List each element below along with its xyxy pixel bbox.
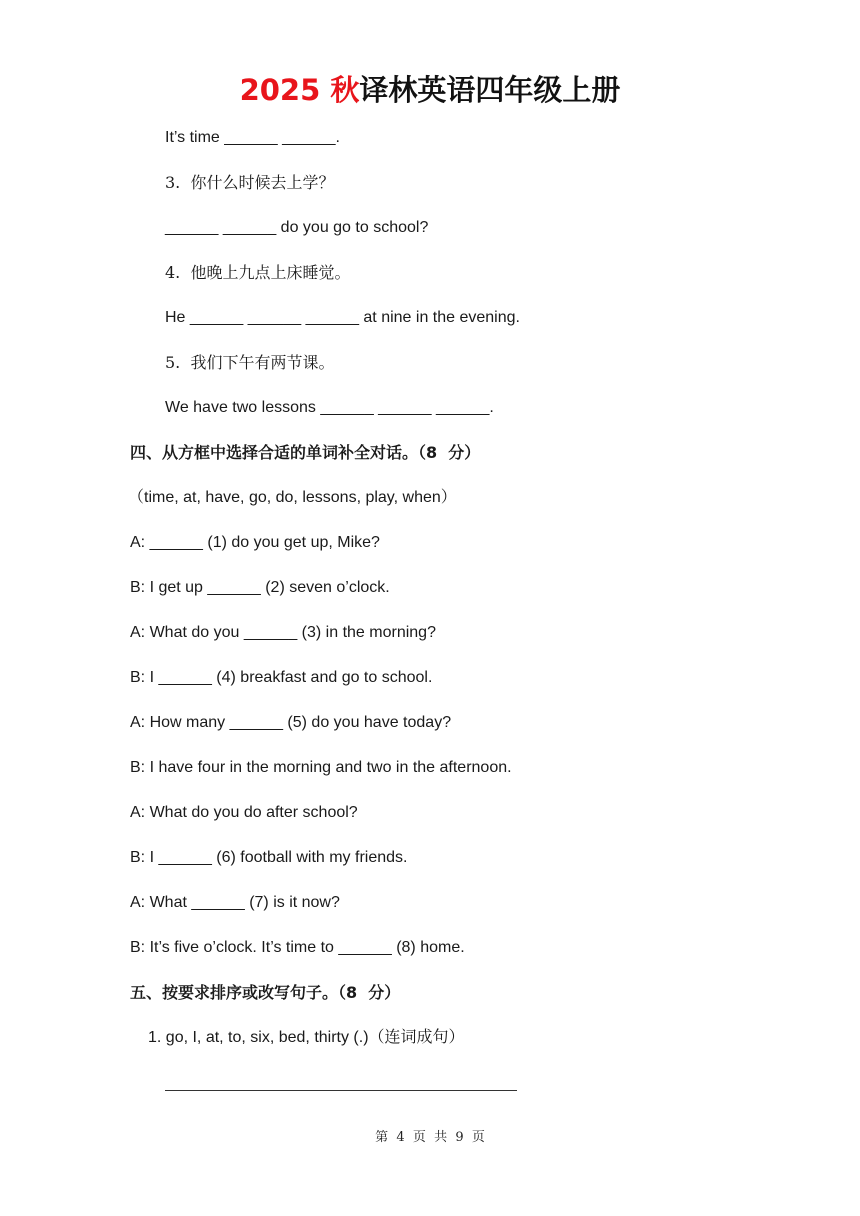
s3-item3-chinese: 3. 你什么时候去上学？ — [165, 173, 335, 192]
dialogue-line: A: How many ______ (5) do you have today? — [130, 714, 452, 731]
dialogue-line: B: I ______ (6) football with my friends. — [130, 849, 408, 866]
page-title — [0, 70, 860, 110]
dialogue-line: B: I have four in the morning and two in the afternoon. — [130, 759, 512, 776]
s3-item2-english-answer: It’s time ______ ______. — [165, 129, 340, 146]
dialogue-line: B: It’s five o’clock. It’s time to ______ (8) home. — [130, 939, 465, 956]
section5-heading: 五、按要求排序或改写句子。（8 分） — [130, 983, 401, 1002]
answer-blank-line — [165, 1090, 517, 1091]
dialogue-line: A: What do you ______ (3) in the morning? — [130, 624, 436, 641]
dialogue-line: A: What ______ (7) is it now? — [130, 894, 340, 911]
s3-item4-english-answer: He ______ ______ ______ at nine in the evening. — [165, 309, 520, 326]
s3-item5-english-answer: We have two lessons ______ ______ ______. — [165, 399, 494, 416]
title-year: 2025 秋 — [239, 73, 360, 107]
dialogue-line: A: ______ (1) do you get up, Mike? — [130, 534, 380, 551]
title-text: 译林英语四年级上册 — [359, 73, 621, 107]
section4-heading: 四、从方框中选择合适的单词补全对话。（8 分） — [130, 443, 481, 462]
dialogue-line: B: I get up ______ (2) seven o’clock. — [130, 579, 390, 596]
word-box: （time, at, have, go, do, lessons, play, when） — [128, 489, 457, 506]
s3-item4-chinese: 4. 他晚上九点上床睡觉。 — [165, 263, 351, 282]
s3-item3-english-answer: ______ ______ do you go to school? — [165, 219, 429, 236]
page-number: 第 4 页 共 9 页 — [375, 1130, 485, 1145]
dialogue-line: A: What do you do after school? — [130, 804, 358, 821]
dialogue-line: B: I ______ (4) breakfast and go to school. — [130, 669, 433, 686]
s3-item5-chinese: 5. 我们下午有两节课。 — [165, 353, 335, 372]
s5-item1-question: 1. go, I, at, to, six, bed, thirty (.)（连词成句） — [148, 1029, 465, 1046]
